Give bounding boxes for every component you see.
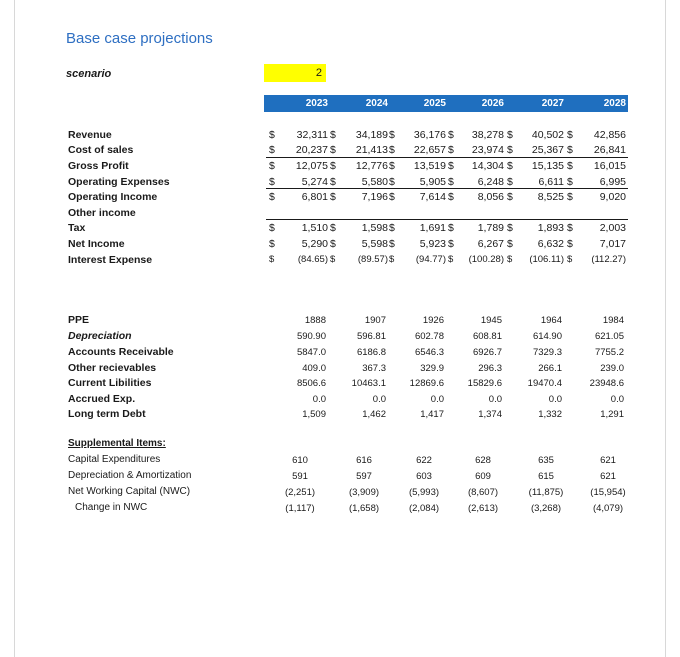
- income-cell[interactable]: [269, 160, 328, 173]
- balance-cell[interactable]: 1,374: [478, 409, 502, 420]
- row-label: Revenue: [68, 129, 112, 141]
- balance-cell[interactable]: 596.81: [356, 331, 386, 342]
- income-cell[interactable]: [567, 144, 626, 157]
- row-label: Operating Expenses: [68, 176, 170, 188]
- supplemental-cell[interactable]: 610: [292, 455, 308, 466]
- income-cell[interactable]: [567, 191, 626, 204]
- balance-cell[interactable]: 7755.2: [594, 347, 624, 358]
- cell-value: (106.11): [529, 254, 564, 265]
- balance-cell[interactable]: 1,462: [362, 409, 386, 420]
- dollar-sign: $: [269, 222, 275, 234]
- cell-value: 1,691: [419, 222, 446, 234]
- dollar-sign: $: [567, 238, 573, 250]
- supplemental-cell[interactable]: (15,954): [590, 487, 626, 498]
- balance-cell[interactable]: 8506.6: [296, 378, 326, 389]
- dollar-sign: $: [448, 160, 454, 172]
- dollar-sign: $: [507, 238, 513, 250]
- income-cell[interactable]: [567, 160, 626, 173]
- balance-cell[interactable]: 0.0: [372, 394, 386, 405]
- dollar-sign: $: [507, 222, 513, 234]
- cell-value: 13,519: [413, 160, 446, 172]
- income-cell[interactable]: [567, 254, 626, 267]
- cell-value: 5,274: [301, 176, 328, 188]
- dollar-sign: $: [448, 254, 454, 265]
- dollar-sign: $: [567, 160, 573, 172]
- cell-value: 8,525: [537, 191, 564, 203]
- income-cell[interactable]: [567, 129, 626, 142]
- income-cell[interactable]: [330, 191, 388, 204]
- income-cell[interactable]: [507, 238, 564, 251]
- balance-cell[interactable]: 12869.6: [409, 378, 444, 389]
- row-label: Gross Profit: [68, 160, 129, 172]
- dollar-sign: $: [448, 129, 454, 141]
- cell-value: 20,237: [295, 144, 328, 156]
- supplemental-cell[interactable]: (2,613): [467, 503, 499, 514]
- cell-value: 5,580: [361, 176, 388, 188]
- balance-cell[interactable]: 1984: [602, 315, 624, 326]
- dollar-sign: $: [269, 176, 275, 188]
- income-cell[interactable]: [507, 144, 564, 157]
- supplemental-cell[interactable]: 622: [416, 455, 432, 466]
- cell-value: (94.77): [415, 254, 446, 265]
- income-cell[interactable]: [269, 254, 328, 267]
- year-header-2025: 2025: [423, 98, 446, 109]
- cell-value: 21,413: [355, 144, 388, 156]
- balance-cell[interactable]: 608.81: [472, 331, 502, 342]
- income-cell[interactable]: [448, 191, 504, 204]
- balance-cell[interactable]: 1,332: [538, 409, 562, 420]
- income-cell[interactable]: [448, 222, 504, 235]
- balance-cell[interactable]: 0.0: [312, 394, 326, 405]
- dollar-sign: $: [389, 176, 395, 188]
- dollar-sign: $: [269, 238, 275, 250]
- cell-value: 1,893: [537, 222, 564, 234]
- balance-cell[interactable]: 1,417: [420, 409, 444, 420]
- cell-value: 22,657: [413, 144, 446, 156]
- income-cell[interactable]: [507, 129, 564, 142]
- cell-value: 32,311: [296, 129, 328, 141]
- income-cell[interactable]: [389, 238, 446, 251]
- dollar-sign: $: [269, 191, 275, 203]
- year-header-2026: 2026: [481, 98, 504, 109]
- supplemental-cell[interactable]: 621: [600, 455, 616, 466]
- balance-cell[interactable]: 602.78: [414, 331, 444, 342]
- row-label: PPE: [68, 314, 90, 326]
- cell-value: 5,905: [419, 176, 446, 188]
- balance-cell[interactable]: 367.3: [362, 363, 386, 374]
- cell-value: (84.65): [297, 254, 328, 265]
- row-label: Long term Debt: [68, 408, 146, 420]
- balance-cell[interactable]: 329.9: [420, 363, 444, 374]
- supplemental-row-label: Net Working Capital (NWC): [68, 486, 191, 497]
- balance-cell[interactable]: 409.0: [302, 363, 326, 374]
- row-label: Other recievables: [68, 362, 157, 374]
- year-header-2028: 2028: [603, 98, 626, 109]
- dollar-sign: $: [389, 191, 395, 203]
- supplemental-cell[interactable]: (11,875): [528, 487, 564, 498]
- income-cell[interactable]: [507, 254, 564, 267]
- dollar-sign: $: [330, 191, 336, 203]
- balance-cell[interactable]: 1964: [540, 315, 562, 326]
- supplemental-cell[interactable]: (4,079): [592, 503, 624, 514]
- cell-value: 16,015: [593, 160, 626, 172]
- cell-value: (89.57): [357, 254, 388, 265]
- cost-of-sales-underline: [266, 157, 628, 158]
- year-header-band: [264, 95, 628, 112]
- row-label: Current Libilities: [68, 377, 152, 389]
- cell-value: 1,789: [477, 222, 504, 234]
- dollar-sign: $: [269, 254, 275, 265]
- cell-value: 5,290: [301, 238, 328, 250]
- income-cell[interactable]: [330, 144, 388, 157]
- dollar-sign: $: [448, 191, 454, 203]
- cell-value: 14,304: [471, 160, 504, 172]
- cell-value: 26,841: [593, 144, 626, 156]
- dollar-sign: $: [507, 254, 513, 265]
- balance-cell[interactable]: 1,509: [302, 409, 326, 420]
- cell-value: 34,189: [355, 129, 388, 141]
- income-cell[interactable]: [269, 191, 328, 204]
- cell-value: (112.27): [591, 254, 626, 265]
- dollar-sign: $: [507, 160, 513, 172]
- income-cell[interactable]: [448, 254, 504, 267]
- dollar-sign: $: [330, 129, 336, 141]
- dollar-sign: $: [269, 144, 275, 156]
- cell-value: 6,267: [477, 238, 504, 250]
- balance-cell[interactable]: 266.1: [538, 363, 562, 374]
- income-cell[interactable]: [330, 129, 388, 142]
- row-label: Other income: [68, 207, 136, 219]
- cell-value: 5,923: [419, 238, 446, 250]
- cell-value: 7,614: [419, 191, 446, 203]
- supplemental-cell[interactable]: 609: [475, 471, 491, 482]
- dollar-sign: $: [389, 254, 395, 265]
- supplemental-row-label: Change in NWC: [75, 502, 148, 513]
- supplemental-cell[interactable]: 621: [600, 471, 616, 482]
- supplemental-cell[interactable]: (1,117): [285, 503, 315, 514]
- dollar-sign: $: [330, 222, 336, 234]
- supplemental-row-label: Capital Expenditures: [68, 454, 161, 465]
- income-cell[interactable]: [269, 238, 328, 251]
- cell-value: 6,611: [538, 176, 564, 188]
- balance-cell[interactable]: 1,291: [600, 409, 624, 420]
- supplemental-cell[interactable]: 616: [356, 455, 372, 466]
- cell-value: 6,801: [301, 191, 328, 203]
- balance-cell[interactable]: 0.0: [548, 394, 562, 405]
- cell-value: (100.28): [468, 254, 504, 265]
- row-label: Net Income: [68, 238, 125, 250]
- income-cell[interactable]: [330, 160, 388, 173]
- dollar-sign: $: [269, 129, 275, 141]
- operating-expenses-underline: [266, 188, 628, 189]
- balance-cell[interactable]: 7329.3: [532, 347, 562, 358]
- balance-cell[interactable]: 296.3: [478, 363, 502, 374]
- cell-value: 42,856: [593, 129, 626, 141]
- income-cell[interactable]: [389, 129, 446, 142]
- balance-cell[interactable]: 1907: [364, 315, 386, 326]
- balance-cell[interactable]: 19470.4: [527, 378, 562, 389]
- cell-value: 9,020: [599, 191, 626, 203]
- dollar-sign: $: [389, 160, 395, 172]
- year-header-2027: 2027: [541, 98, 564, 109]
- balance-cell[interactable]: 0.0: [430, 394, 444, 405]
- dollar-sign: $: [389, 238, 395, 250]
- cell-value: 5,598: [361, 238, 388, 250]
- income-cell[interactable]: [389, 222, 446, 235]
- balance-cell[interactable]: 1926: [422, 315, 444, 326]
- income-cell[interactable]: [269, 129, 328, 142]
- supplemental-cell[interactable]: (3,909): [348, 487, 380, 498]
- cell-value: 2,003: [599, 222, 626, 234]
- balance-cell[interactable]: 1945: [480, 315, 502, 326]
- supplemental-header: Supplemental Items:: [68, 438, 166, 449]
- income-cell[interactable]: [507, 160, 564, 173]
- income-cell[interactable]: [507, 191, 564, 204]
- supplemental-cell[interactable]: (2,251): [284, 487, 316, 498]
- dollar-sign: $: [567, 222, 573, 234]
- income-cell[interactable]: [389, 144, 446, 157]
- income-cell[interactable]: [330, 254, 388, 267]
- cell-value: 6,248: [477, 176, 504, 188]
- row-label: Operating Income: [68, 191, 158, 203]
- balance-cell[interactable]: 621.05: [594, 331, 624, 342]
- cell-value: 40,502: [531, 129, 564, 141]
- dollar-sign: $: [567, 176, 573, 188]
- supplemental-cell[interactable]: (2,084): [408, 503, 440, 514]
- balance-cell[interactable]: 23948.6: [589, 378, 624, 389]
- supplemental-cell[interactable]: 635: [538, 455, 554, 466]
- year-header-2023: 2023: [305, 98, 328, 109]
- row-label: Tax: [68, 222, 86, 234]
- supplemental-cell[interactable]: 591: [292, 471, 308, 482]
- income-cell[interactable]: [567, 238, 626, 251]
- income-cell[interactable]: [448, 144, 504, 157]
- dollar-sign: $: [389, 222, 395, 234]
- cell-value: 12,075: [295, 160, 328, 172]
- cell-value: 7,196: [361, 191, 388, 203]
- income-cell[interactable]: [389, 191, 446, 204]
- income-cell[interactable]: [269, 222, 328, 235]
- scenario-input-cell[interactable]: 2: [264, 64, 326, 82]
- dollar-sign: $: [507, 144, 513, 156]
- supplemental-row-label: Depreciation & Amortization: [68, 470, 192, 481]
- cell-value: 8,056: [477, 191, 504, 203]
- dollar-sign: $: [389, 129, 395, 141]
- supplemental-cell[interactable]: (5,993): [408, 487, 440, 498]
- cell-value: 23,974: [471, 144, 504, 156]
- balance-cell[interactable]: 0.0: [610, 394, 624, 405]
- balance-cell[interactable]: 10463.1: [351, 378, 386, 389]
- row-label: Cost of sales: [68, 144, 134, 156]
- row-label: Accrued Exp.: [68, 393, 136, 405]
- cell-value: 38,278: [471, 129, 504, 141]
- income-cell[interactable]: [448, 160, 504, 173]
- cell-value: 15,135: [531, 160, 564, 172]
- supplemental-cell[interactable]: (3,268): [530, 503, 562, 514]
- income-cell[interactable]: [330, 222, 388, 235]
- dollar-sign: $: [330, 238, 336, 250]
- dollar-sign: $: [567, 254, 573, 265]
- other-income-underline: [266, 219, 628, 220]
- cell-value: 6,995: [599, 176, 626, 188]
- income-cell[interactable]: [330, 238, 388, 251]
- dollar-sign: $: [330, 176, 336, 188]
- dollar-sign: $: [330, 144, 336, 156]
- row-label: Depreciation: [68, 330, 132, 342]
- cell-value: 12,776: [355, 160, 388, 172]
- dollar-sign: $: [567, 144, 573, 156]
- income-cell[interactable]: [389, 254, 446, 267]
- income-cell[interactable]: [269, 144, 328, 157]
- scenario-label: scenario: [66, 68, 112, 80]
- balance-cell[interactable]: 1888: [304, 315, 326, 326]
- cell-value: 25,367: [531, 144, 564, 156]
- balance-cell[interactable]: 590.90: [296, 331, 326, 342]
- dollar-sign: $: [448, 144, 454, 156]
- row-label: Accounts Receivable: [68, 346, 174, 358]
- cell-value: 36,176: [413, 129, 446, 141]
- dollar-sign: $: [567, 191, 573, 203]
- supplemental-cell[interactable]: (1,658): [348, 503, 380, 514]
- supplemental-cell[interactable]: 628: [475, 455, 491, 466]
- income-cell[interactable]: [507, 222, 564, 235]
- dollar-sign: $: [448, 222, 454, 234]
- dollar-sign: $: [330, 160, 336, 172]
- balance-cell[interactable]: 5847.0: [296, 347, 326, 358]
- dollar-sign: $: [507, 191, 513, 203]
- balance-cell[interactable]: 6546.3: [414, 347, 444, 358]
- balance-cell[interactable]: 0.0: [488, 394, 502, 405]
- dollar-sign: $: [448, 176, 454, 188]
- income-cell[interactable]: [389, 160, 446, 173]
- supplemental-cell[interactable]: 603: [416, 471, 432, 482]
- income-cell[interactable]: [448, 129, 504, 142]
- balance-cell[interactable]: 239.0: [600, 363, 624, 374]
- dollar-sign: $: [507, 129, 513, 141]
- cell-value: 1,510: [301, 222, 328, 234]
- supplemental-cell[interactable]: 615: [538, 471, 554, 482]
- year-header-2024: 2024: [365, 98, 388, 109]
- income-cell[interactable]: [567, 222, 626, 235]
- cell-value: 6,632: [537, 238, 564, 250]
- income-cell[interactable]: [448, 238, 504, 251]
- dollar-sign: $: [567, 129, 573, 141]
- row-label: Interest Expense: [68, 254, 153, 266]
- balance-cell[interactable]: 15829.6: [467, 378, 502, 389]
- dollar-sign: $: [389, 144, 395, 156]
- supplemental-cell[interactable]: 597: [356, 471, 372, 482]
- balance-cell[interactable]: 6926.7: [472, 347, 502, 358]
- cell-value: 1,598: [361, 222, 388, 234]
- cell-value: 7,017: [599, 238, 626, 250]
- page-title: Base case projections: [66, 30, 213, 47]
- dollar-sign: $: [330, 254, 336, 265]
- dollar-sign: $: [448, 238, 454, 250]
- balance-cell[interactable]: 6186.8: [356, 347, 386, 358]
- supplemental-cell[interactable]: (8,607): [467, 487, 499, 498]
- dollar-sign: $: [269, 160, 275, 172]
- dollar-sign: $: [507, 176, 513, 188]
- balance-cell[interactable]: 614.90: [532, 331, 562, 342]
